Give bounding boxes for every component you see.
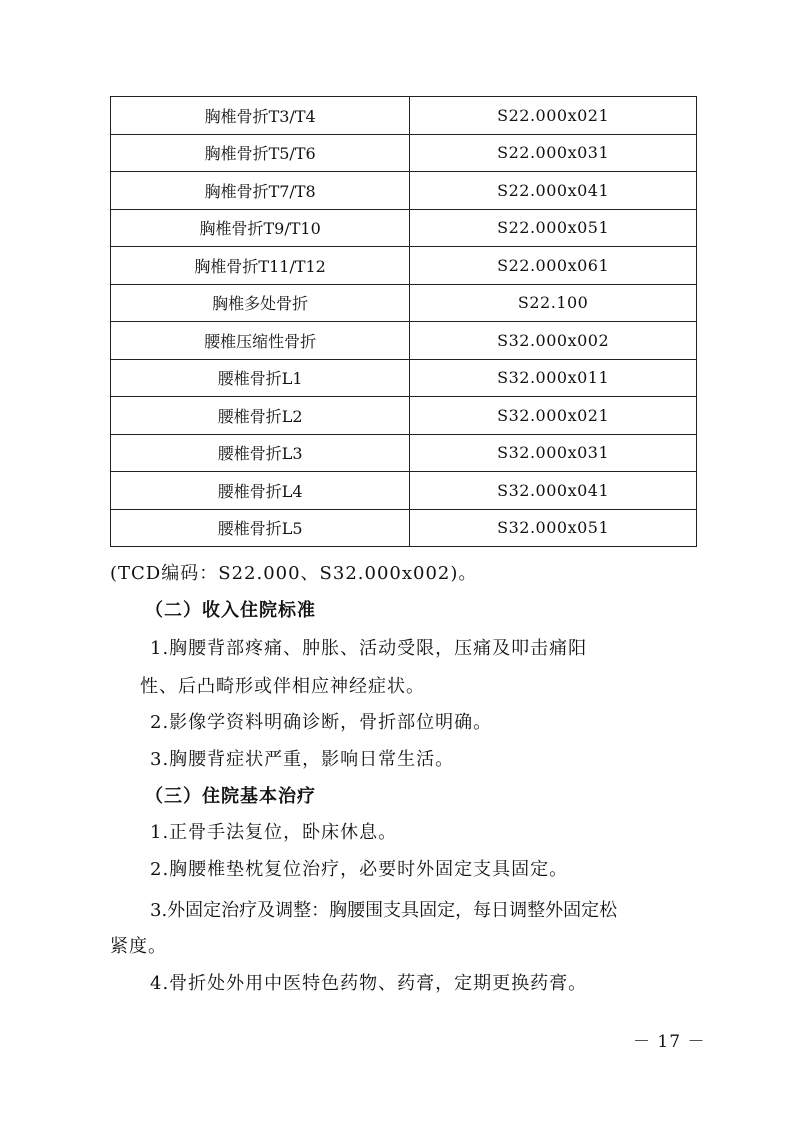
- paragraph-line: 2.胸腰椎垫枕复位治疗，必要时外固定支具固定。: [150, 859, 569, 880]
- diagnosis-name-cell: 胸椎骨折T11/T12: [111, 247, 410, 285]
- paragraph-line: 3.外固定治疗及调整：胸腰围支具固定，每日调整外固定松: [150, 900, 618, 921]
- diagnosis-code-cell: S32.000x011: [410, 359, 697, 397]
- page-number: － 17 －: [633, 1032, 706, 1052]
- diagnosis-code-cell: S32.000x021: [410, 397, 697, 435]
- diagnosis-code-cell: S32.000x031: [410, 434, 697, 472]
- table-row: [111, 134, 697, 172]
- table-row: [111, 359, 697, 397]
- paragraph-line: 1.正骨手法复位，卧床休息。: [150, 822, 398, 843]
- table-row: [111, 322, 697, 360]
- paragraph-line: 2.影像学资料明确诊断，骨折部位明确。: [150, 712, 493, 733]
- diagnosis-name-cell: 胸椎骨折T3/T4: [111, 97, 410, 135]
- paragraph-line: 3.胸腰背症状严重，影响日常生活。: [150, 749, 455, 770]
- diagnosis-code-cell: S22.100: [410, 284, 697, 322]
- section-heading-admission-criteria: （二）收入住院标准: [145, 600, 316, 621]
- paragraph-line: 性、后凸畸形或伴相应神经症状。: [140, 676, 425, 697]
- diagnosis-name-cell: 腰椎骨折L5: [111, 509, 410, 547]
- diagnosis-name-cell: 腰椎骨折L4: [111, 472, 410, 510]
- table-row: [111, 472, 697, 510]
- table-row: [111, 247, 697, 285]
- paragraph-line: 紧度。: [110, 936, 167, 957]
- diagnosis-name-cell: 腰椎骨折L1: [111, 359, 410, 397]
- table-row: [111, 434, 697, 472]
- table-row: [111, 509, 697, 547]
- table-row: [111, 209, 697, 247]
- table-row: [111, 172, 697, 210]
- diagnosis-code-cell: S32.000x041: [410, 472, 697, 510]
- diagnosis-name-cell: 胸椎骨折T5/T6: [111, 134, 410, 172]
- table-row: [111, 397, 697, 435]
- diagnosis-code-cell: S22.000x041: [410, 172, 697, 210]
- paragraph-line: 1.胸腰背部疼痛、肿胀、活动受限，压痛及叩击痛阳: [150, 638, 588, 659]
- diagnosis-name-cell: 胸椎骨折T7/T8: [111, 172, 410, 210]
- diagnosis-code-cell: S22.000x051: [410, 209, 697, 247]
- diagnosis-code-cell: S22.000x021: [410, 97, 697, 135]
- tcd-code-note: (TCD编码：S22.000、S32.000x002)。: [110, 563, 478, 584]
- diagnosis-code-table: [110, 96, 697, 547]
- diagnosis-name-cell: 腰椎压缩性骨折: [111, 322, 410, 360]
- diagnosis-name-cell: 腰椎骨折L2: [111, 397, 410, 435]
- diagnosis-code-cell: S22.000x061: [410, 247, 697, 285]
- table-row: [111, 284, 697, 322]
- diagnosis-code-cell: S22.000x031: [410, 134, 697, 172]
- diagnosis-name-cell: 腰椎骨折L3: [111, 434, 410, 472]
- diagnosis-name-cell: 胸椎骨折T9/T10: [111, 209, 410, 247]
- diagnosis-code-cell: S32.000x002: [410, 322, 697, 360]
- diagnosis-name-cell: 胸椎多处骨折: [111, 284, 410, 322]
- diagnosis-code-cell: S32.000x051: [410, 509, 697, 547]
- section-heading-basic-treatment: （三）住院基本治疗: [145, 786, 316, 807]
- table-row: [111, 97, 697, 135]
- paragraph-line: 4.骨折处外用中医特色药物、药膏，定期更换药膏。: [150, 973, 588, 994]
